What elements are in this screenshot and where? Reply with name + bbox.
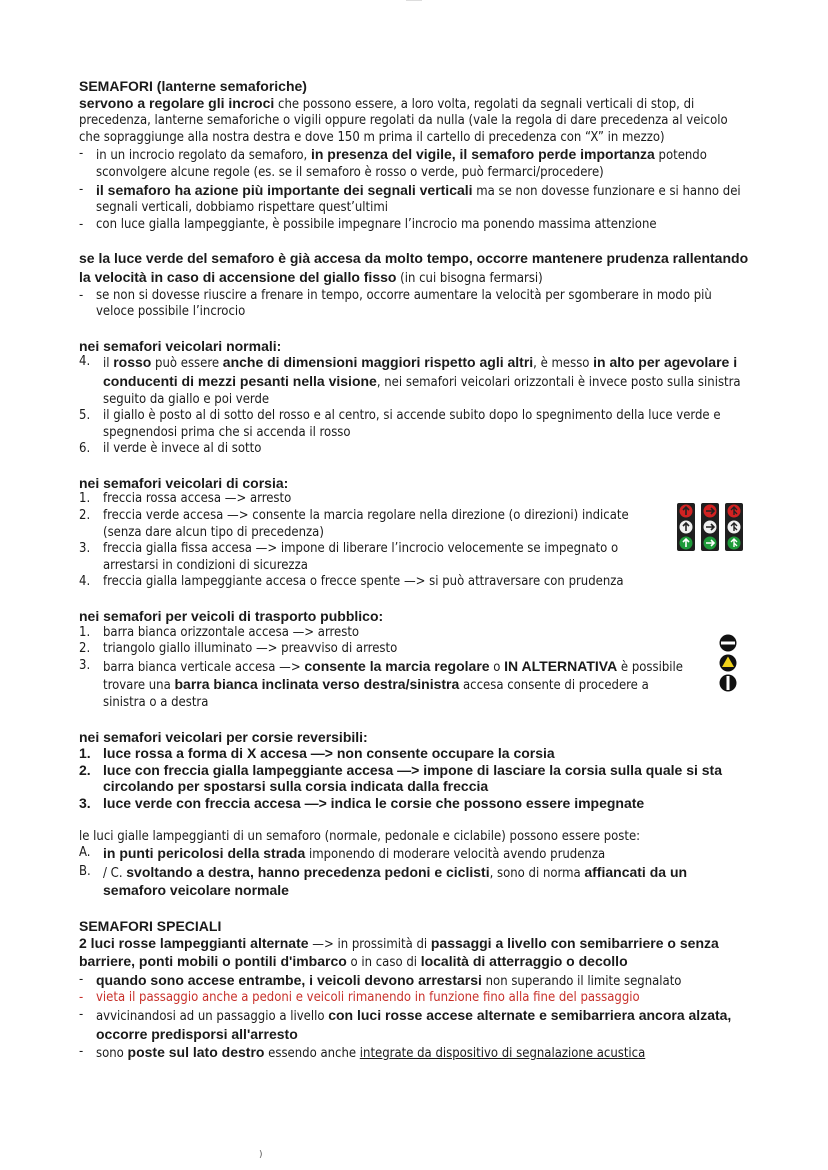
list-item xyxy=(79,658,689,712)
text: barra bianca verticale accesa —> xyxy=(103,659,305,675)
list-number: 4. xyxy=(79,354,91,370)
text: barra bianca orizzontale accesa —> arresto xyxy=(103,624,360,640)
bullet-marker: - xyxy=(79,287,84,303)
bullet-item xyxy=(79,1007,749,1044)
text: o xyxy=(489,659,505,675)
section-trasporto-pubblico xyxy=(79,608,749,712)
intro-text: che possono essere, a loro volta, regolati da segnali verticali di stop, di precedenza, lanterne semaforiche o vigili oppure regolati da nulla (vale la regola di dare precedenza al veicolo che sopraggiunge alla nostra destra e dove 150 m prima il cartello di precedenza con “X” in mezzo) xyxy=(79,96,728,145)
bullet-marker: - xyxy=(79,216,84,232)
text: il giallo è posto al di sotto del rosso e al centro, si accende subito dopo lo spegnimento della luce verde e spegnendosi prima che si accenda il rosso xyxy=(103,408,721,440)
bold-text: in alto per agevolare i conducenti di mezzi pesanti nella visione xyxy=(103,354,738,389)
bold-text: con luci rosse accese alternate e semibarriera ancora alzata, occorre predisporsi all'arresto xyxy=(96,1006,732,1042)
section-title: SEMAFORI SPECIALI xyxy=(79,917,222,934)
bold-text: anche di dimensioni maggiori rispetto agli altri xyxy=(222,354,534,371)
bold-text: barra bianca inclinata verso destra/sinistra xyxy=(174,676,460,693)
list-number: 3. xyxy=(79,541,91,557)
bullet-item xyxy=(79,146,749,181)
lane-traffic-lights-icon xyxy=(677,503,743,551)
text: triangolo giallo illuminato —> preavviso di arresto xyxy=(103,641,398,657)
text: o in caso di xyxy=(346,955,421,971)
bold-text: il semaforo ha azione più importante dei segnali verticali xyxy=(96,181,473,198)
intro-bold: servono a regolare gli incroci xyxy=(79,94,275,111)
paragraph: le luci gialle lampeggianti di un semaforo (normale, pedonale e ciclabile) possono essere poste: xyxy=(79,828,641,844)
bullet-item xyxy=(79,990,749,1007)
public-transport-signal-icon xyxy=(717,634,739,692)
text: se non si dovesse riuscire a frenare in tempo, occorre aumentare la velocità per sgomberare in modo più veloce possibile l’incrocio xyxy=(96,287,712,320)
page-top-mark xyxy=(406,0,422,1)
section-luce-verde xyxy=(79,250,749,320)
list-number: 5. xyxy=(79,408,91,424)
red-text: vieta il passaggio anche a pedoni e veicoli rimanendo in funzione fino alla fine del passaggio xyxy=(96,990,640,1006)
section-semafori-speciali xyxy=(79,918,749,1063)
bold-text: consente la marcia regolare xyxy=(304,657,490,674)
lane-light-left xyxy=(677,503,695,551)
list-item xyxy=(79,408,749,441)
list-number: 1. xyxy=(79,491,91,507)
text: il verde è invece al di sotto xyxy=(103,441,262,457)
bullet-item xyxy=(79,972,749,991)
bullet-item xyxy=(79,217,749,234)
list-number: 3. xyxy=(79,794,91,811)
section-title: nei semafori veicolari di corsia: xyxy=(79,474,289,491)
bold-text: svoltando a destra, hanno precedenza pedoni e ciclisti xyxy=(126,863,490,880)
bold-text: in punti pericolosi della strada xyxy=(103,845,306,862)
text: imponendo di moderare velocità avendo prudenza xyxy=(305,847,606,863)
section-luci-gialle xyxy=(79,829,749,901)
text: freccia verde accesa —> consente la marcia regolare nella direzione (o direzioni) indicate (senza dare alcun tipo di precedenza) xyxy=(103,508,629,540)
text: è possibile trovare una xyxy=(103,659,683,694)
text: freccia rossa accesa —> arresto xyxy=(103,491,292,507)
list-number: 2. xyxy=(79,508,91,524)
bold-text: 2 luci rosse lampeggianti alternate xyxy=(79,934,309,951)
bold-text: IN ALTERNATIVA xyxy=(504,657,618,674)
text: freccia gialla fissa accesa —> impone di liberare l’incrocio velocemente se impegnato o arrestarsi in condizioni di sicurezza xyxy=(103,541,619,573)
list-number: 3. xyxy=(79,657,91,673)
text: sono xyxy=(96,1046,128,1062)
bullet-marker: - xyxy=(79,181,84,197)
list-item xyxy=(79,845,749,864)
section-semafori-corsia xyxy=(79,475,749,591)
bold-text: località di atterraggio o decollo xyxy=(420,953,628,970)
section-title: nei semafori veicolari normali: xyxy=(79,337,282,354)
text: luce verde con freccia accesa —> indica le corsie che possono essere impegnate xyxy=(103,794,645,811)
bullet-marker: - xyxy=(79,990,84,1006)
text: ma se non dovesse funzionare e si hanno dei segnali verticali, dobbiamo rispettare quest’ultimi xyxy=(96,183,741,216)
text: luce con freccia gialla lampeggiante accesa —> impone di lasciare la corsia sulla quale si sta circolando per spostarsi sulla corsia indicata dalla freccia xyxy=(103,761,723,795)
text: essendo anche xyxy=(264,1046,360,1062)
text: accesa consente di procedere a sinistra o a destra xyxy=(103,678,649,710)
list-item xyxy=(79,574,749,591)
text: in un incrocio regolato da semaforo, xyxy=(96,148,311,164)
list-item xyxy=(79,795,749,812)
text: potendo sconvolgere alcune regole (es. se il semaforo è rosso o verde, può fermarci/procedere) xyxy=(96,148,707,180)
bullet-item xyxy=(79,182,749,217)
bold-text: poste sul lato destro xyxy=(127,1044,265,1061)
text: il xyxy=(103,356,114,372)
bold-text: in presenza del vigile, il semaforo perde importanza xyxy=(310,146,655,163)
bold-text: quando sono accese entrambe, i veicoli devono arrestarsi xyxy=(96,971,482,988)
list-item xyxy=(79,641,689,658)
section-title: SEMAFORI (lanterne semaforiche) xyxy=(79,78,307,94)
text: (in cui bisogna fermarsi) xyxy=(396,270,543,286)
list-number: 2. xyxy=(79,641,91,657)
text: può essere xyxy=(151,356,223,372)
bullet-marker: - xyxy=(79,1044,84,1060)
paragraph xyxy=(79,250,749,287)
list-item xyxy=(79,625,689,642)
page-footer-mark: ) xyxy=(259,1150,263,1160)
list-number: 1. xyxy=(79,745,91,762)
text: , sono di norma xyxy=(489,865,585,881)
list-item xyxy=(79,745,749,762)
list-number: 4. xyxy=(79,574,91,590)
text: freccia gialla lampeggiante accesa o frecce spente —> si può attraversare con prudenza xyxy=(103,574,624,590)
bullet-item xyxy=(79,1044,749,1063)
section-semafori-normali xyxy=(79,338,749,458)
section-title: nei semafori per veicoli di trasporto pubblico: xyxy=(79,608,384,625)
list-item xyxy=(79,508,654,541)
underlined-text: integrate da dispositivo di segnalazione acustica xyxy=(359,1046,646,1062)
paragraph xyxy=(79,935,749,972)
text: , è messo xyxy=(533,356,594,372)
list-item xyxy=(79,762,749,795)
list-item xyxy=(79,541,654,574)
list-item xyxy=(79,441,749,458)
list-item xyxy=(79,491,654,508)
bullet-marker: - xyxy=(79,971,84,987)
section-corsie-reversibili xyxy=(79,729,749,812)
text: non superando il limite segnalato xyxy=(481,973,682,989)
text: —> in prossimità di xyxy=(308,936,431,952)
document-body xyxy=(79,78,749,1063)
list-number: 1. xyxy=(79,624,91,640)
list-item xyxy=(79,354,749,408)
bold-text: se la luce verde del semaforo è già accesa da molto tempo, occorre mantenere prudenza rallentando la velocità in caso di accensione del giallo fisso xyxy=(79,250,749,285)
text: avvicinandosi ad un passaggio a livello xyxy=(96,1008,329,1024)
bullet-marker: - xyxy=(79,1006,84,1022)
section-title: nei semafori veicolari per corsie reversibili: xyxy=(79,728,368,745)
text: luce rossa a forma di X accesa —> non consente occupare la corsia xyxy=(103,745,555,762)
list-item xyxy=(79,864,749,901)
bold-text: rosso xyxy=(113,354,152,371)
text: , nei semafori veicolari orizzontali è invece posto sulla sinistra seguito da giallo e poi verde xyxy=(103,374,741,407)
list-letter: B. xyxy=(79,863,91,879)
list-number: 6. xyxy=(79,441,91,457)
list-letter: A. xyxy=(79,845,91,861)
bullet-marker: - xyxy=(79,146,84,162)
bold-text: affiancati da un semaforo veicolare normale xyxy=(103,863,688,899)
lane-light-right xyxy=(725,503,743,551)
intro-paragraph xyxy=(79,95,749,147)
list-number: 2. xyxy=(79,761,91,778)
bold-text: passaggi a livello con semibarriere o senza barriere, ponti mobili o pontili d'imbarco xyxy=(79,934,719,970)
text: con luce gialla lampeggiante, è possibile impegnare l’incrocio ma ponendo massima attenzione xyxy=(96,216,657,232)
text: / C. xyxy=(103,865,127,881)
section-semafori xyxy=(79,78,749,233)
lane-light-middle xyxy=(701,503,719,551)
bullet-item xyxy=(79,288,749,321)
